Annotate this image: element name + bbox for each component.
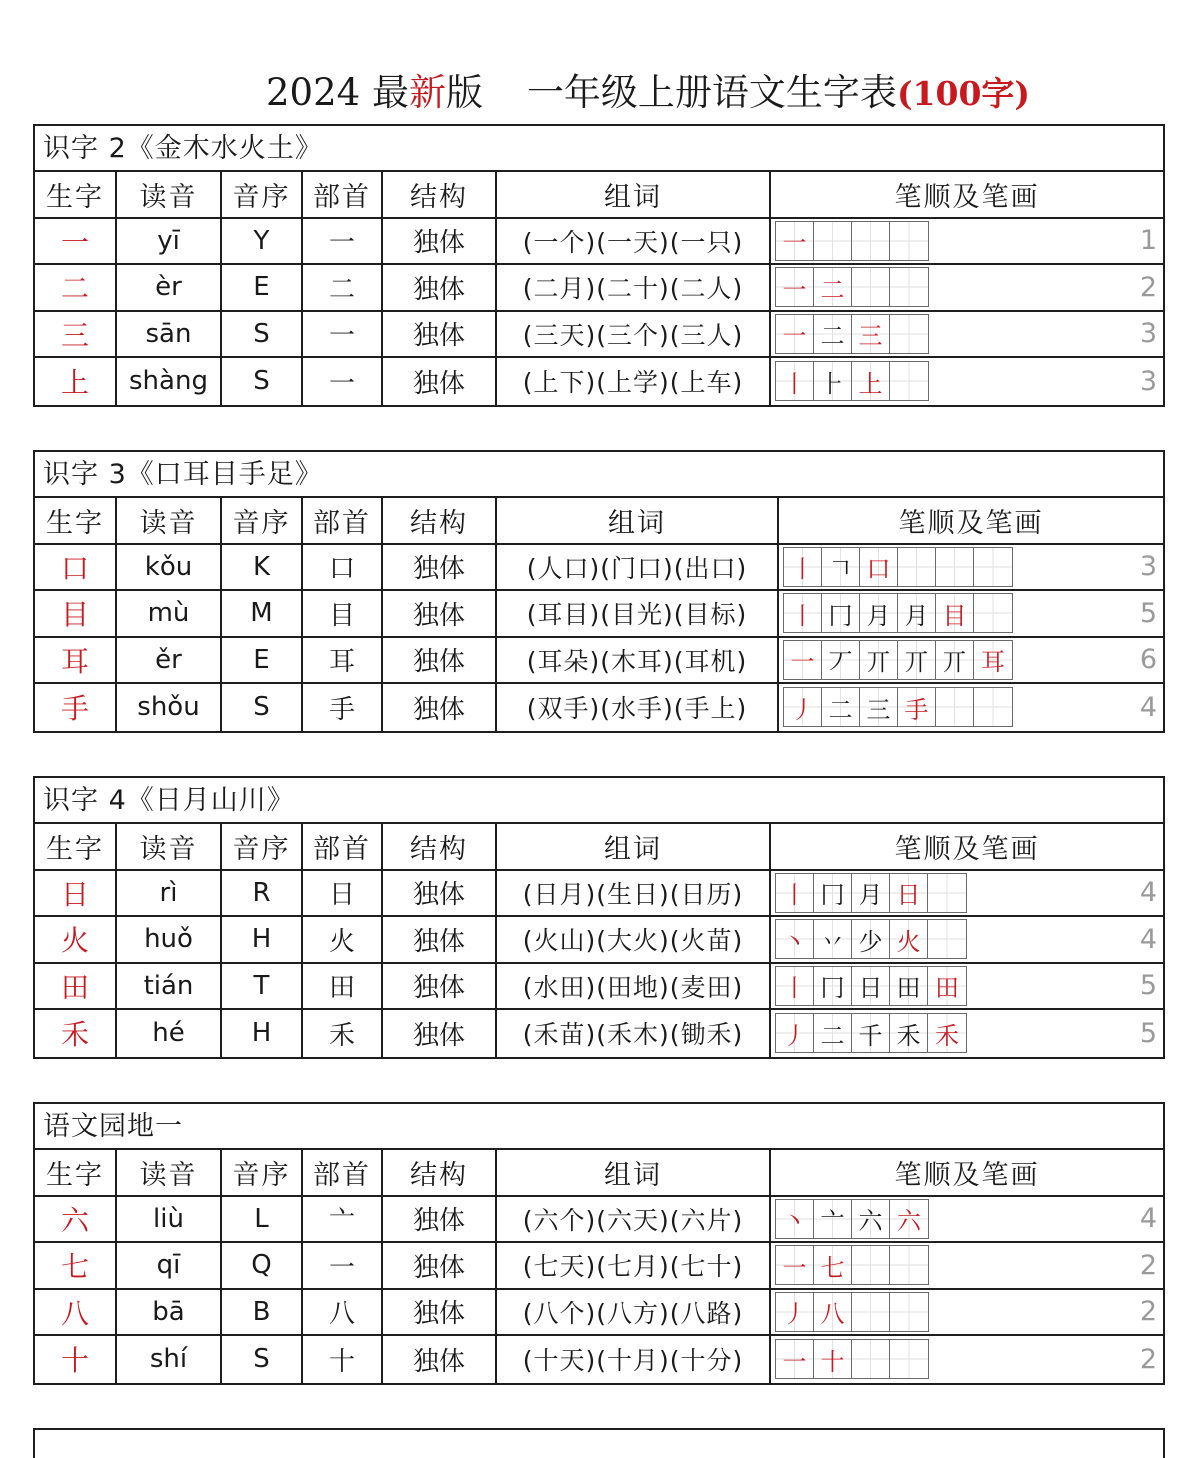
structure-cell: 独体 <box>383 964 497 1009</box>
radical-cell: 耳 <box>303 638 383 683</box>
stroke-step: 丿 <box>776 1293 814 1331</box>
structure-cell: 独体 <box>383 1197 497 1242</box>
words-cell: (二月)(二十)(二人) <box>497 265 771 310</box>
radical-cell: 一 <box>303 1243 383 1288</box>
stroke-step: 丨 <box>784 548 822 586</box>
stroke-step: 六 <box>852 1200 890 1238</box>
table-header-row <box>35 172 1163 219</box>
char-cell: 八 <box>35 1290 117 1335</box>
initial-cell: S <box>222 358 303 405</box>
stroke-step: 丨 <box>776 874 814 912</box>
header-initial: 音序 <box>222 824 303 869</box>
stroke-order-cell <box>771 358 1163 405</box>
stroke-step: 禾 <box>928 1014 966 1052</box>
structure-cell: 独体 <box>383 1290 497 1335</box>
header-words: 组词 <box>497 498 779 543</box>
stroke-step: 丷 <box>814 920 852 958</box>
table-row <box>35 1290 1163 1337</box>
words-cell: (日月)(生日)(日历) <box>497 871 771 916</box>
empty-grid-box <box>890 1340 928 1378</box>
stroke-step: 一 <box>776 222 814 260</box>
stroke-count: 4 <box>1139 1203 1157 1235</box>
initial-cell: Q <box>222 1243 303 1288</box>
stroke-step: 十 <box>814 1340 852 1378</box>
tianzige-grid <box>775 361 929 401</box>
stroke-step: 日 <box>852 967 890 1005</box>
structure-cell: 独体 <box>383 1010 497 1057</box>
tianzige-grid <box>783 687 1013 727</box>
initial-cell: Y <box>222 219 303 264</box>
initial-cell: M <box>222 591 303 636</box>
words-cell: (火山)(大火)(火苗) <box>497 917 771 962</box>
header-char: 生字 <box>35 1150 117 1195</box>
stroke-step: 口 <box>860 548 898 586</box>
stroke-order-cell <box>771 871 1163 916</box>
stroke-count: 5 <box>1139 1017 1157 1049</box>
empty-grid-box <box>890 315 928 353</box>
header-words: 组词 <box>497 1150 771 1195</box>
initial-cell: E <box>222 265 303 310</box>
radical-cell: 火 <box>303 917 383 962</box>
tianzige-grid <box>775 919 967 959</box>
radical-cell: 一 <box>303 312 383 357</box>
structure-cell: 独体 <box>383 591 497 636</box>
table-row <box>35 545 1163 592</box>
radical-cell: 二 <box>303 265 383 310</box>
pinyin-cell: kǒu <box>117 545 222 590</box>
stroke-step: 月 <box>860 594 898 632</box>
stroke-order-cell <box>779 545 1163 590</box>
stroke-step: 月 <box>898 594 936 632</box>
char-table-section <box>33 1102 1165 1385</box>
header-pinyin: 读音 <box>117 172 222 217</box>
stroke-step: 三 <box>860 688 898 726</box>
words-cell: (六个)(六天)(六片) <box>497 1197 771 1242</box>
stroke-step: 一 <box>776 315 814 353</box>
structure-cell: 独体 <box>383 358 497 405</box>
radical-cell: 禾 <box>303 1010 383 1057</box>
words-cell: (十天)(十月)(十分) <box>497 1336 771 1383</box>
section-title: 语文园地一 <box>35 1104 1163 1150</box>
stroke-step: 耳 <box>974 641 1012 679</box>
stroke-step: 二 <box>814 1014 852 1052</box>
stroke-step: 千 <box>852 1014 890 1052</box>
stroke-step: 亠 <box>814 1200 852 1238</box>
table-row <box>35 638 1163 685</box>
header-words: 组词 <box>497 172 771 217</box>
title-main: 一年级上册语文生字表 <box>526 71 897 114</box>
table-row <box>35 1336 1163 1383</box>
tianzige-grid <box>775 1292 929 1332</box>
words-cell: (人口)(门口)(出口) <box>497 545 779 590</box>
pinyin-cell: èr <box>117 265 222 310</box>
char-cell: 目 <box>35 591 117 636</box>
stroke-count: 5 <box>1139 970 1157 1002</box>
stroke-order-cell <box>771 1290 1163 1335</box>
structure-cell: 独体 <box>383 1243 497 1288</box>
radical-cell: 日 <box>303 871 383 916</box>
stroke-count: 2 <box>1139 1343 1157 1375</box>
radical-cell: 十 <box>303 1336 383 1383</box>
empty-grid-box <box>928 920 966 958</box>
radical-cell: 手 <box>303 684 383 731</box>
stroke-count: 5 <box>1139 597 1157 629</box>
pinyin-cell: liù <box>117 1197 222 1242</box>
stroke-step: 丌 <box>936 641 974 679</box>
initial-cell: S <box>222 1336 303 1383</box>
structure-cell: 独体 <box>383 638 497 683</box>
header-radical: 部首 <box>303 1150 383 1195</box>
char-cell: 日 <box>35 871 117 916</box>
header-pinyin: 读音 <box>117 498 222 543</box>
next-section-partial <box>33 1428 1165 1458</box>
empty-grid-box <box>890 362 928 400</box>
header-initial: 音序 <box>222 1150 303 1195</box>
stroke-order-cell <box>779 638 1163 683</box>
structure-cell: 独体 <box>383 312 497 357</box>
stroke-step: 丆 <box>822 641 860 679</box>
title-year: 2024 <box>266 71 361 114</box>
stroke-step: 丿 <box>784 688 822 726</box>
stroke-step: 八 <box>814 1293 852 1331</box>
tianzige-grid <box>783 593 1013 633</box>
stroke-count: 4 <box>1139 691 1157 723</box>
empty-grid-box <box>974 688 1012 726</box>
stroke-order-cell <box>771 1243 1163 1288</box>
stroke-step: 日 <box>890 874 928 912</box>
stroke-count: 4 <box>1139 923 1157 955</box>
structure-cell: 独体 <box>383 265 497 310</box>
stroke-order-cell <box>771 964 1163 1009</box>
words-cell: (耳朵)(木耳)(耳机) <box>497 638 779 683</box>
pinyin-cell: sān <box>117 312 222 357</box>
header-initial: 音序 <box>222 172 303 217</box>
table-row <box>35 684 1163 731</box>
char-cell: 手 <box>35 684 117 731</box>
table-header-row <box>35 1150 1163 1197</box>
tianzige-grid <box>775 1013 967 1053</box>
words-cell: (一个)(一天)(一只) <box>497 219 771 264</box>
stroke-step: 上 <box>852 362 890 400</box>
char-cell: 上 <box>35 358 117 405</box>
title-prefix-red: 新 <box>408 71 446 114</box>
title-count: (100字) <box>896 74 1031 113</box>
stroke-step: 丨 <box>776 967 814 1005</box>
char-cell: 禾 <box>35 1010 117 1057</box>
header-stroke-order: 笔顺及笔画 <box>894 181 1040 213</box>
initial-cell: H <box>222 917 303 962</box>
table-row <box>35 265 1163 312</box>
stroke-count: 2 <box>1139 271 1157 303</box>
header-radical: 部首 <box>303 172 383 217</box>
header-structure: 结构 <box>383 172 497 217</box>
stroke-step: 六 <box>890 1200 928 1238</box>
char-cell: 六 <box>35 1197 117 1242</box>
pinyin-cell: rì <box>117 871 222 916</box>
radical-cell: 一 <box>303 219 383 264</box>
table-row <box>35 219 1163 266</box>
table-row <box>35 1010 1163 1057</box>
empty-grid-box <box>890 1246 928 1284</box>
stroke-step: 一 <box>776 1246 814 1284</box>
stroke-step: 二 <box>814 268 852 306</box>
stroke-order-cell <box>771 312 1163 357</box>
pinyin-cell: shàng <box>117 358 222 405</box>
empty-grid-box <box>890 1293 928 1331</box>
tianzige-grid <box>775 873 967 913</box>
header-words: 组词 <box>497 824 771 869</box>
header-radical: 部首 <box>303 824 383 869</box>
initial-cell: K <box>222 545 303 590</box>
char-cell: 口 <box>35 545 117 590</box>
stroke-step: 目 <box>936 594 974 632</box>
stroke-step: 一 <box>776 1340 814 1378</box>
stroke-step: 丨 <box>784 594 822 632</box>
pinyin-cell: yī <box>117 219 222 264</box>
initial-cell: S <box>222 312 303 357</box>
empty-grid-box <box>928 874 966 912</box>
tianzige-grid <box>775 221 929 261</box>
pinyin-cell: bā <box>117 1290 222 1335</box>
table-row <box>35 312 1163 359</box>
stroke-step: ⺊ <box>814 362 852 400</box>
empty-grid-box <box>852 1340 890 1378</box>
empty-grid-box <box>898 548 936 586</box>
stroke-step: 丶 <box>776 920 814 958</box>
header-stroke-order: 笔顺及笔画 <box>898 507 1044 539</box>
char-cell: 耳 <box>35 638 117 683</box>
initial-cell: L <box>222 1197 303 1242</box>
stroke-step: 一 <box>784 641 822 679</box>
tianzige-grid <box>775 1339 929 1379</box>
char-cell: 二 <box>35 265 117 310</box>
tianzige-grid <box>775 1199 929 1239</box>
stroke-count: 6 <box>1139 644 1157 676</box>
char-cell: 十 <box>35 1336 117 1383</box>
initial-cell: R <box>222 871 303 916</box>
header-structure: 结构 <box>383 824 497 869</box>
header-structure: 结构 <box>383 1150 497 1195</box>
stroke-step: 丌 <box>898 641 936 679</box>
header-initial: 音序 <box>222 498 303 543</box>
stroke-order-cell <box>779 684 1163 731</box>
stroke-step: 少 <box>852 920 890 958</box>
structure-cell: 独体 <box>383 545 497 590</box>
stroke-order-cell <box>771 917 1163 962</box>
pinyin-cell: shǒu <box>117 684 222 731</box>
initial-cell: H <box>222 1010 303 1057</box>
initial-cell: S <box>222 684 303 731</box>
stroke-step: 禾 <box>890 1014 928 1052</box>
stroke-count: 4 <box>1139 877 1157 909</box>
stroke-order-cell <box>779 591 1163 636</box>
stroke-step: 丌 <box>860 641 898 679</box>
empty-grid-box <box>852 222 890 260</box>
words-cell: (双手)(水手)(手上) <box>497 684 779 731</box>
header-char: 生字 <box>35 824 117 869</box>
stroke-step: 二 <box>814 315 852 353</box>
header-char: 生字 <box>35 172 117 217</box>
stroke-step: 二 <box>822 688 860 726</box>
tianzige-grid <box>775 1245 929 1285</box>
tianzige-grid <box>775 966 967 1006</box>
words-cell: (七天)(七月)(七十) <box>497 1243 771 1288</box>
stroke-step: 冂 <box>814 967 852 1005</box>
radical-cell: 一 <box>303 358 383 405</box>
stroke-step: 丶 <box>776 1200 814 1238</box>
char-cell: 火 <box>35 917 117 962</box>
stroke-order-cell <box>771 1197 1163 1242</box>
stroke-step: 田 <box>890 967 928 1005</box>
header-structure: 结构 <box>383 498 497 543</box>
empty-grid-box <box>852 1293 890 1331</box>
section-title: 识字 4《日月山川》 <box>35 778 1163 824</box>
tianzige-grid <box>775 267 929 307</box>
stroke-order-cell <box>771 265 1163 310</box>
header-stroke-order: 笔顺及笔画 <box>894 1159 1040 1191</box>
empty-grid-box <box>890 222 928 260</box>
stroke-step: 手 <box>898 688 936 726</box>
stroke-step: 冂 <box>814 874 852 912</box>
table-row <box>35 591 1163 638</box>
table-row <box>35 964 1163 1011</box>
char-cell: 三 <box>35 312 117 357</box>
pinyin-cell: tián <box>117 964 222 1009</box>
empty-grid-box <box>936 688 974 726</box>
empty-grid-box <box>890 268 928 306</box>
structure-cell: 独体 <box>383 684 497 731</box>
pinyin-cell: mù <box>117 591 222 636</box>
structure-cell: 独体 <box>383 1336 497 1383</box>
stroke-count: 1 <box>1139 225 1157 257</box>
empty-grid-box <box>936 548 974 586</box>
table-row <box>35 871 1163 918</box>
tianzige-grid <box>783 640 1013 680</box>
stroke-count: 3 <box>1139 551 1157 583</box>
stroke-step: 火 <box>890 920 928 958</box>
stroke-count: 2 <box>1139 1296 1157 1328</box>
stroke-count: 3 <box>1139 365 1157 397</box>
pinyin-cell: qī <box>117 1243 222 1288</box>
radical-cell: 口 <box>303 545 383 590</box>
stroke-step: 一 <box>776 268 814 306</box>
pinyin-cell: ěr <box>117 638 222 683</box>
header-pinyin: 读音 <box>117 1150 222 1195</box>
table-header-row <box>35 498 1163 545</box>
stroke-order-cell <box>771 1336 1163 1383</box>
table-row <box>35 917 1163 964</box>
stroke-step: 月 <box>852 874 890 912</box>
stroke-step: 丨 <box>776 362 814 400</box>
header-char: 生字 <box>35 498 117 543</box>
empty-grid-box <box>852 268 890 306</box>
header-stroke-order: 笔顺及笔画 <box>894 833 1040 865</box>
pinyin-cell: shí <box>117 1336 222 1383</box>
char-cell: 田 <box>35 964 117 1009</box>
header-radical: 部首 <box>303 498 383 543</box>
stroke-count: 3 <box>1139 318 1157 350</box>
title-prefix-b: 版 <box>445 71 483 114</box>
section-title: 识字 3《口耳目手足》 <box>35 452 1163 498</box>
table-header-row <box>35 824 1163 871</box>
stroke-step: 丿 <box>776 1014 814 1052</box>
char-cell: 七 <box>35 1243 117 1288</box>
words-cell: (禾苗)(禾木)(锄禾) <box>497 1010 771 1057</box>
radical-cell: 亠 <box>303 1197 383 1242</box>
empty-grid-box <box>852 1246 890 1284</box>
stroke-step: 𠃍 <box>822 548 860 586</box>
char-cell: 一 <box>35 219 117 264</box>
stroke-order-cell <box>771 1010 1163 1057</box>
table-row <box>35 1243 1163 1290</box>
words-cell: (八个)(八方)(八路) <box>497 1290 771 1335</box>
structure-cell: 独体 <box>383 871 497 916</box>
title-prefix-a: 最 <box>371 71 409 114</box>
empty-grid-box <box>974 594 1012 632</box>
stroke-count: 2 <box>1139 1249 1157 1281</box>
table-row <box>35 1197 1163 1244</box>
empty-grid-box <box>814 222 852 260</box>
words-cell: (三天)(三个)(三人) <box>497 312 771 357</box>
initial-cell: T <box>222 964 303 1009</box>
stroke-step: 冂 <box>822 594 860 632</box>
initial-cell: E <box>222 638 303 683</box>
pinyin-cell: hé <box>117 1010 222 1057</box>
char-table-section <box>33 776 1165 1059</box>
pinyin-cell: huǒ <box>117 917 222 962</box>
char-table-section <box>33 124 1165 407</box>
structure-cell: 独体 <box>383 219 497 264</box>
radical-cell: 田 <box>303 964 383 1009</box>
stroke-step: 三 <box>852 315 890 353</box>
radical-cell: 八 <box>303 1290 383 1335</box>
section-title: 识字 2《金木水火土》 <box>35 126 1163 172</box>
header-pinyin: 读音 <box>117 824 222 869</box>
stroke-order-cell <box>771 219 1163 264</box>
radical-cell: 目 <box>303 591 383 636</box>
words-cell: (上下)(上学)(上车) <box>497 358 771 405</box>
structure-cell: 独体 <box>383 917 497 962</box>
initial-cell: B <box>222 1290 303 1335</box>
words-cell: (水田)(田地)(麦田) <box>497 964 771 1009</box>
words-cell: (耳目)(目光)(目标) <box>497 591 779 636</box>
stroke-step: 七 <box>814 1246 852 1284</box>
table-row <box>35 358 1163 405</box>
stroke-step: 田 <box>928 967 966 1005</box>
tianzige-grid <box>783 547 1013 587</box>
empty-grid-box <box>974 548 1012 586</box>
tianzige-grid <box>775 314 929 354</box>
char-table-section <box>33 450 1165 733</box>
